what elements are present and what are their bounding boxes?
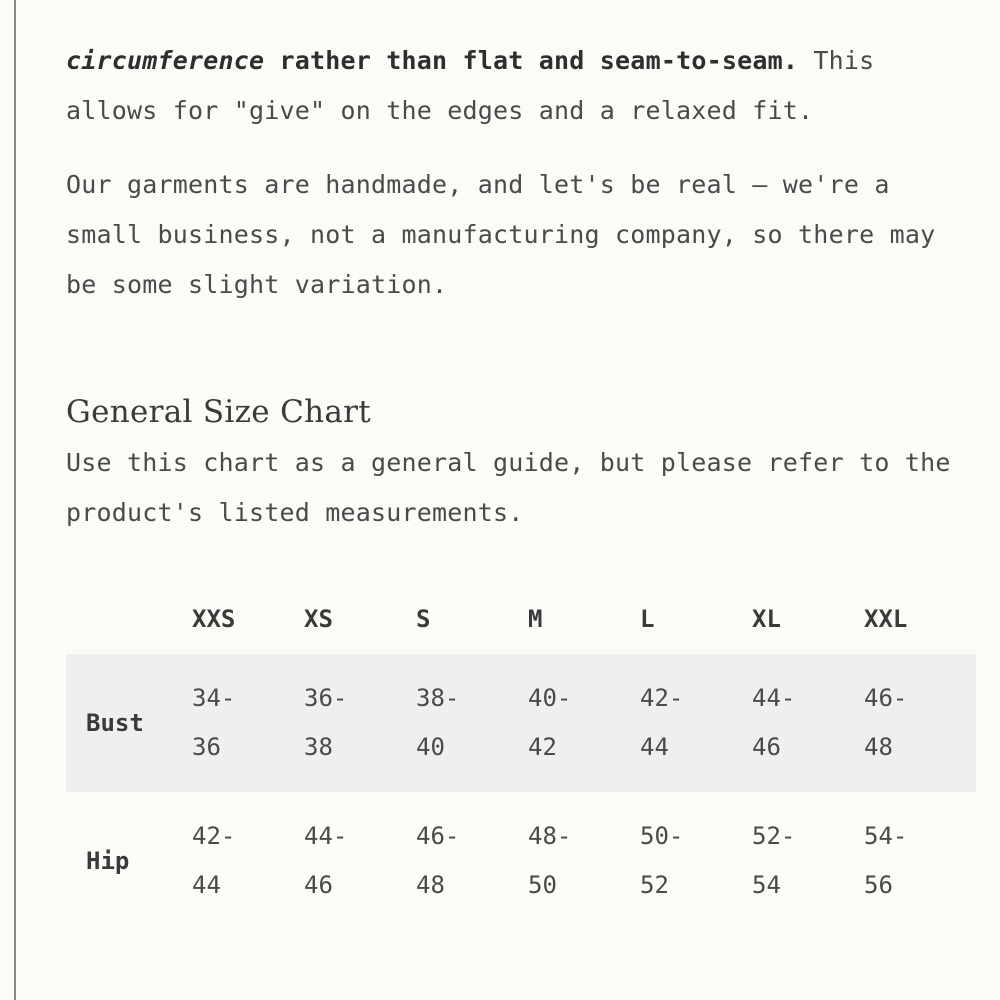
hip-l-cell	[640, 792, 752, 930]
hip-xxl-cell	[864, 792, 976, 930]
bust-xxl-value: 46- 48	[864, 684, 908, 761]
bust-xl-value: 44- 46	[752, 684, 796, 761]
hip-l-value: 50- 52	[640, 822, 684, 899]
size-header-m: M	[528, 605, 543, 633]
size-header-corner	[66, 584, 192, 654]
bust-l-value: 42- 44	[640, 684, 684, 761]
hip-m-value: 48- 50	[528, 822, 572, 899]
bust-l-cell	[640, 654, 752, 792]
bust-xxl-cell	[864, 654, 976, 792]
hip-row	[66, 792, 976, 930]
hip-xxs-value: 42- 44	[192, 822, 236, 899]
fit-explanation-paragraph	[66, 36, 976, 136]
size-header-xs: XS	[304, 605, 333, 633]
bust-xs-value: 36- 38	[304, 684, 348, 761]
size-header-s: S	[416, 605, 431, 633]
hip-row-label: Hip	[86, 846, 130, 875]
bust-xxs-cell	[192, 654, 304, 792]
flat-seam-emphasis: rather than flat and seam-to-seam.	[264, 46, 799, 75]
hip-m-cell	[528, 792, 640, 930]
bust-xs-cell	[304, 654, 416, 792]
bust-row	[66, 654, 976, 792]
hip-s-cell	[416, 792, 528, 930]
bust-xl-cell	[752, 654, 864, 792]
hip-xl-value: 52- 54	[752, 822, 796, 899]
size-header-xl: XL	[752, 605, 781, 633]
size-chart-title: General Size Chart	[66, 394, 372, 430]
hip-xxl-value: 54- 56	[864, 822, 908, 899]
fit-explanation-text: This allows for "give" on the edges and a relaxed fit.	[66, 46, 875, 125]
size-header-l: L	[640, 605, 655, 633]
hip-xl-cell	[752, 792, 864, 930]
bust-xxs-value: 34- 36	[192, 684, 236, 761]
handmade-note-paragraph: Our garments are handmade, and let's be real – we're a small business, not a manufacturing company, so there may be some slight variation.	[66, 170, 936, 299]
bust-m-value: 40- 42	[528, 684, 572, 761]
bust-s-value: 38- 40	[416, 684, 460, 761]
circumference-emphasis: circumference	[66, 46, 265, 75]
size-header-xxl: XXL	[864, 605, 908, 633]
left-border-rule	[14, 0, 16, 1000]
size-chart-table	[66, 584, 976, 930]
hip-xxs-cell	[192, 792, 304, 930]
hip-xs-cell	[304, 792, 416, 930]
size-chart-description: Use this chart as a general guide, but please refer to the product's listed measurements.	[66, 448, 951, 527]
size-header-xxs: XXS	[192, 605, 236, 633]
hip-xs-value: 44- 46	[304, 822, 348, 899]
bust-m-cell	[528, 654, 640, 792]
bust-row-label: Bust	[66, 654, 192, 792]
hip-s-value: 46- 48	[416, 822, 460, 899]
size-header-row	[66, 584, 976, 654]
bust-s-cell	[416, 654, 528, 792]
page-content	[66, 36, 976, 538]
